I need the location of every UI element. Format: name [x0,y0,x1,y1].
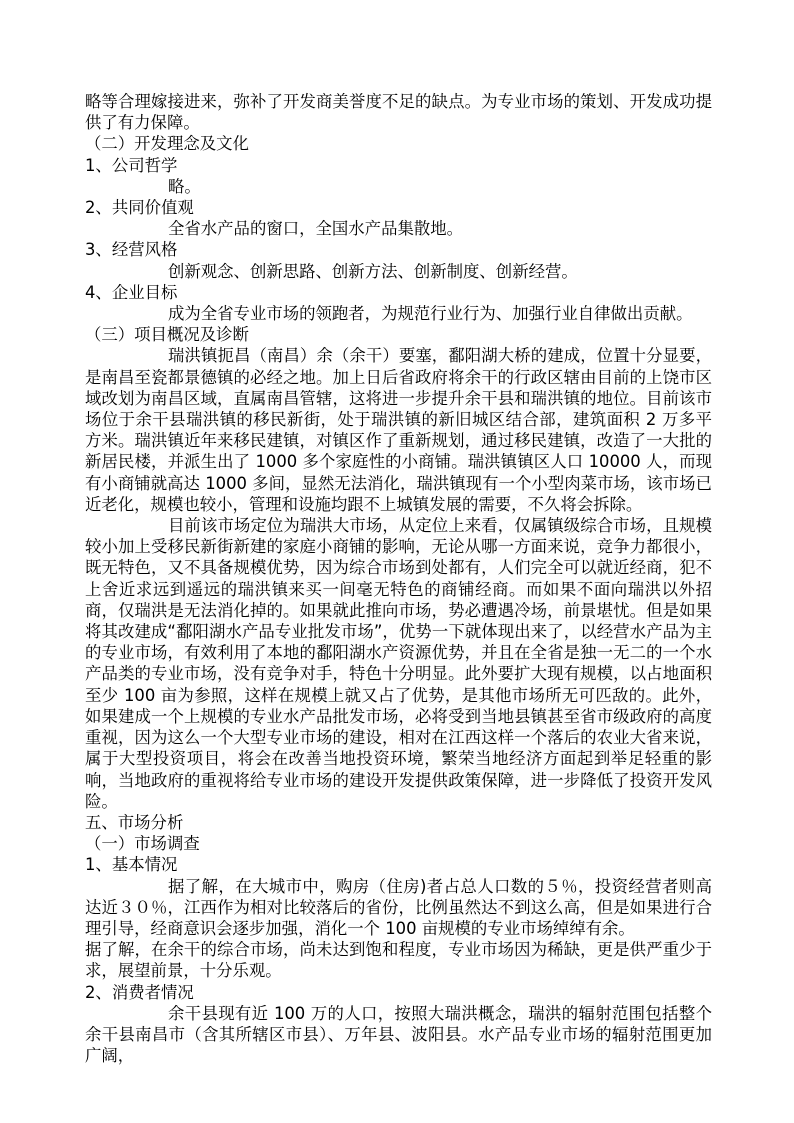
paragraph-17: 据了解，在大城市中，购房（住房)者占总人口数的５％，投资经营者则高达近３０％，江西作为相对比较落后的省份，比例虽然达不到这么高，但是如果进行合理引导，经商意识会逐步加强，消化一个 100 亩规模的专业市场绰绰有余。 [85,876,712,938]
paragraph-14: 五、市场分析 [85,812,184,832]
paragraph-2: （二）开发理念及文化 [85,134,249,154]
paragraph-5: 2、共同价值观 [85,198,194,218]
paragraph-9: 4、企业目标 [85,282,178,302]
paragraph-11: （三）项目概况及诊断 [85,325,249,345]
paragraph-13: 目前该市场定位为瑞洪大市场，从定位上来看，仅属镇级综合市场，且规模较小加上受移民新街新建的家庭小商铺的影响，无论从哪一方面来说，竞争力都很小，既无特色，又不具备规模优势，因为综合市场到处都有，人们完全可以就近经商，犯不上舍近求远到遥远的瑞洪镇来买一间毫无特色的商铺经商。而如果不面向瑞洪以外招商，仅瑞洪是无法消化掉的。如果就此推向市场，势必遭遇冷场，前景堪忧。但是如果将其改建成“鄱阳湖水产品专业批发市场”，优势一下就体现出来了，以经营水产品为主的专业市场，有效利用了本地的鄱阳湖水产资源优势，并且在全省是独一无二的一个水产品类的专业市场，没有竞争对手，特色十分明显。此外要扩大现有规模，以占地面积至少 100 亩为参照，这样在规模上就又占了优势，是其他市场所无可匹敌的。此外，如果建成一个上规模的专业水产品批发市场，必将受到当地县镇甚至省市级政府的高度重视，因为这么一个大型专业市场的建设，相对在江西这样一个落后的农业大省来说，属于大型投资项目，将会在改善当地投资环境，繁荣当地经济方面起到举足轻重的影响，当地政府的重视将给专业市场的建设开发提供政策保障，进一步降低了投资开发风险。 [85,516,712,811]
paragraph-3: 1、公司哲学 [85,155,178,175]
paragraph-19: 2、消费者情况 [85,982,194,1002]
paragraph-20: 余干县现有近 100 万的人口，按照大瑞洪概念，瑞洪的辐射范围包括整个余干县南昌市（含其所辖区市县）、万年县、波阳县。水产品专业市场的辐射范围更加广阔， [85,1003,712,1066]
paragraph-12: 瑞洪镇扼昌（南昌）余（余干）要塞，鄱阳湖大桥的建成，位置十分显要，是南昌至瓷都景德镇的必经之地。加上日后省政府将余干的行政区辖由目前的上饶市区域改划为南昌区域，直属南昌管辖，这将进一步提升余干县和瑞洪镇的地位。目前该市场位于余干县瑞洪镇的移民新街，处于瑞洪镇的新旧城区结合部，建筑面积 2 万多平方米。瑞洪镇近年来移民建镇，对镇区作了重新规划，通过移民建镇，改造了一大批的新居民楼，并派生出了 1000 多个家庭性的小商铺。瑞洪镇镇区人口 10000 人，而现有小商铺就高达 1000 多间，显然无法消化，瑞洪镇现有一个小型肉菜市场，该市场已近老化，规模也较小，管理和设施均跟不上城镇发展的需要，不久将会拆除。 [85,346,712,514]
paragraph-18: 据了解，在余干的综合市场，尚未达到饱和程度，专业市场因为稀缺，更是供严重少于求，展望前景，十分乐观。 [85,940,712,981]
paragraph-10: 成为全省专业市场的领跑者，为规范行业行为、加强行业自律做出贡献。 [168,304,693,324]
paragraph-16: 1、基本情况 [85,855,178,875]
paragraph-6: 全省水产品的窗口，全国水产品集散地。 [168,219,464,239]
paragraph-1: 略等合理嫁接进来，弥补了开发商美誉度不足的缺点。为专业市场的策划、开发成功提供了有力保障。 [85,92,712,133]
paragraph-4: 略。 [168,176,201,196]
paragraph-8: 创新观念、创新思路、创新方法、创新制度、创新经营。 [168,261,578,281]
paragraph-7: 3、经营风格 [85,240,178,260]
paragraph-15: （一）市场调查 [85,834,200,854]
document-body [85,91,712,1066]
